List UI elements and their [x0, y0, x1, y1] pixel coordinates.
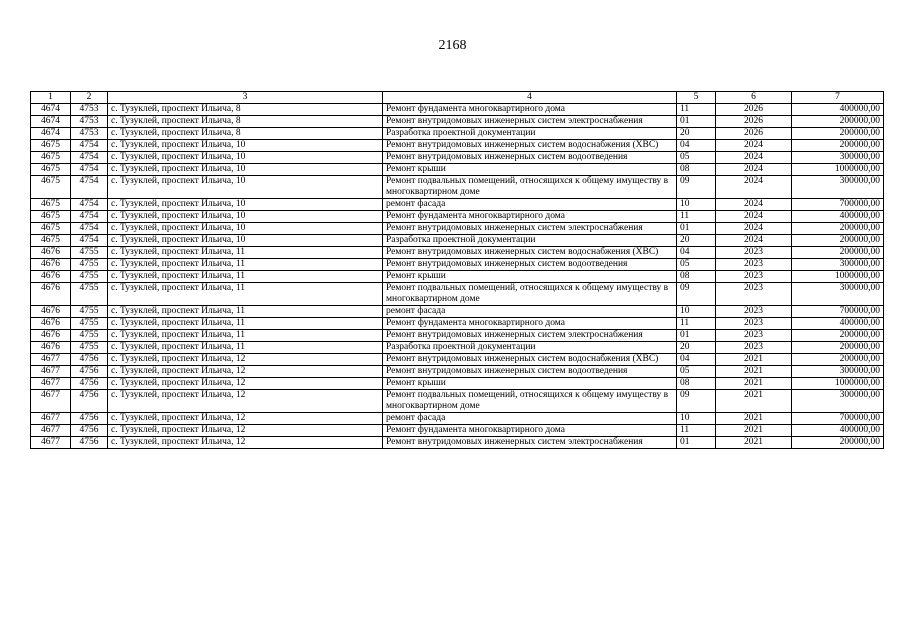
cell-work-type: Ремонт внутридомовых инженерных систем водоснабжения (ХВС): [383, 354, 677, 366]
cell-address: с. Тузуклей, проспект Ильича, 10: [108, 223, 383, 235]
cell-house-id: 4754: [71, 140, 108, 152]
cell-record-number: 4675: [31, 140, 71, 152]
table-row: [31, 199, 884, 211]
cell-cost: 200000,00: [792, 354, 884, 366]
cell-work-type: Ремонт внутридомовых инженерных систем электроснабжения: [383, 330, 677, 342]
cell-house-id: 4755: [71, 342, 108, 354]
cell-address: с. Тузуклей, проспект Ильича, 11: [108, 330, 383, 342]
cell-cost: 300000,00: [792, 259, 884, 271]
cell-year: 2021: [716, 366, 792, 378]
cell-work-code: 05: [677, 259, 716, 271]
cell-work-code: 10: [677, 306, 716, 318]
cell-work-type: ремонт фасада: [383, 413, 677, 425]
table-row: [31, 128, 884, 140]
cell-record-number: 4675: [31, 223, 71, 235]
cell-address: с. Тузуклей, проспект Ильича, 12: [108, 425, 383, 437]
cell-work-code: 01: [677, 330, 716, 342]
page-number: 2168: [438, 38, 467, 53]
table-row: [31, 342, 884, 354]
cell-year: 2021: [716, 425, 792, 437]
cell-house-id: 4753: [71, 128, 108, 140]
cell-work-type: Ремонт внутридомовых инженерных систем водоснабжения (ХВС): [383, 140, 677, 152]
cell-address: с. Тузуклей, проспект Ильича, 8: [108, 128, 383, 140]
cell-cost: 400000,00: [792, 318, 884, 330]
cell-record-number: 4677: [31, 378, 71, 390]
cell-address: с. Тузуклей, проспект Ильича, 11: [108, 247, 383, 259]
cell-work-type: Ремонт крыши: [383, 378, 677, 390]
cell-work-type: Разработка проектной документации: [383, 128, 677, 140]
cell-year: 2026: [716, 128, 792, 140]
cell-house-id: 4756: [71, 354, 108, 366]
cell-work-code: 05: [677, 366, 716, 378]
cell-record-number: 4675: [31, 164, 71, 176]
cell-year: 2026: [716, 116, 792, 128]
cell-year: 2024: [716, 140, 792, 152]
cell-year: 2021: [716, 437, 792, 449]
cell-record-number: 4674: [31, 104, 71, 116]
cell-work-code: 05: [677, 152, 716, 164]
column-header-3: 3: [108, 92, 383, 104]
cell-record-number: 4675: [31, 176, 71, 199]
cell-cost: 200000,00: [792, 437, 884, 449]
cell-house-id: 4754: [71, 211, 108, 223]
cell-address: с. Тузуклей, проспект Ильича, 12: [108, 378, 383, 390]
column-header-4: 4: [383, 92, 677, 104]
cell-work-type: Ремонт крыши: [383, 164, 677, 176]
cell-house-id: 4753: [71, 104, 108, 116]
cell-record-number: 4676: [31, 330, 71, 342]
cell-cost: 700000,00: [792, 306, 884, 318]
cell-address: с. Тузуклей, проспект Ильича, 12: [108, 390, 383, 413]
cell-cost: 200000,00: [792, 223, 884, 235]
cell-address: с. Тузуклей, проспект Ильича, 12: [108, 437, 383, 449]
table-body: [31, 104, 884, 449]
cell-address: с. Тузуклей, проспект Ильича, 11: [108, 283, 383, 306]
cell-house-id: 4754: [71, 235, 108, 247]
cell-record-number: 4676: [31, 247, 71, 259]
cell-year: 2023: [716, 306, 792, 318]
table-row: [31, 259, 884, 271]
table-row: [31, 330, 884, 342]
cell-work-type: Ремонт внутридомовых инженерных систем водоснабжения (ХВС): [383, 247, 677, 259]
cell-record-number: 4676: [31, 342, 71, 354]
cell-cost: 400000,00: [792, 211, 884, 223]
cell-cost: 200000,00: [792, 342, 884, 354]
cell-work-code: 20: [677, 235, 716, 247]
cell-work-code: 08: [677, 378, 716, 390]
cell-house-id: 4754: [71, 152, 108, 164]
cell-address: с. Тузуклей, проспект Ильича, 12: [108, 413, 383, 425]
cell-record-number: 4676: [31, 318, 71, 330]
table-row: [31, 247, 884, 259]
cell-record-number: 4677: [31, 366, 71, 378]
cell-work-type: Ремонт крыши: [383, 271, 677, 283]
cell-year: 2026: [716, 104, 792, 116]
cell-work-type: Ремонт внутридомовых инженерных систем электроснабжения: [383, 437, 677, 449]
cell-year: 2021: [716, 413, 792, 425]
table-row: [31, 366, 884, 378]
cell-year: 2024: [716, 235, 792, 247]
cell-house-id: 4755: [71, 271, 108, 283]
table-row: [31, 378, 884, 390]
cell-work-code: 20: [677, 342, 716, 354]
cell-work-code: 01: [677, 223, 716, 235]
cell-work-code: 08: [677, 271, 716, 283]
cell-work-code: 09: [677, 176, 716, 199]
cell-record-number: 4674: [31, 116, 71, 128]
cell-address: с. Тузуклей, проспект Ильича, 12: [108, 366, 383, 378]
cell-cost: 300000,00: [792, 152, 884, 164]
table-row: [31, 152, 884, 164]
cell-work-code: 20: [677, 128, 716, 140]
cell-cost: 200000,00: [792, 235, 884, 247]
cell-year: 2024: [716, 211, 792, 223]
cell-work-code: 01: [677, 116, 716, 128]
cell-cost: 200000,00: [792, 247, 884, 259]
cell-house-id: 4754: [71, 176, 108, 199]
column-header-5: 5: [677, 92, 716, 104]
cell-work-code: 11: [677, 104, 716, 116]
cell-year: 2024: [716, 164, 792, 176]
cell-record-number: 4677: [31, 390, 71, 413]
cell-house-id: 4756: [71, 390, 108, 413]
cell-year: 2023: [716, 342, 792, 354]
cell-work-type: Ремонт подвальных помещений, относящихся к общему имуществу в многоквартирном доме: [383, 283, 677, 306]
cell-work-type: Ремонт внутридомовых инженерных систем водоотведения: [383, 366, 677, 378]
cell-address: с. Тузуклей, проспект Ильича, 8: [108, 116, 383, 128]
cell-address: с. Тузуклей, проспект Ильича, 11: [108, 306, 383, 318]
cell-cost: 200000,00: [792, 116, 884, 128]
cell-address: с. Тузуклей, проспект Ильича, 12: [108, 354, 383, 366]
header-row: [31, 92, 884, 104]
table-row: [31, 425, 884, 437]
table-row: [31, 437, 884, 449]
cell-record-number: 4675: [31, 152, 71, 164]
cell-record-number: 4676: [31, 283, 71, 306]
cell-house-id: 4754: [71, 199, 108, 211]
table-row: [31, 318, 884, 330]
cell-cost: 300000,00: [792, 366, 884, 378]
cell-cost: 300000,00: [792, 283, 884, 306]
works-table: [30, 91, 884, 449]
cell-work-type: Ремонт подвальных помещений, относящихся к общему имуществу в многоквартирном доме: [383, 390, 677, 413]
cell-cost: 400000,00: [792, 104, 884, 116]
cell-address: с. Тузуклей, проспект Ильича, 10: [108, 199, 383, 211]
cell-house-id: 4754: [71, 223, 108, 235]
table-row: [31, 283, 884, 306]
table-row: [31, 164, 884, 176]
cell-record-number: 4677: [31, 437, 71, 449]
cell-record-number: 4676: [31, 259, 71, 271]
cell-work-code: 11: [677, 425, 716, 437]
cell-work-type: Ремонт внутридомовых инженерных систем водоотведения: [383, 152, 677, 164]
cell-house-id: 4756: [71, 378, 108, 390]
cell-address: с. Тузуклей, проспект Ильича, 10: [108, 176, 383, 199]
column-header-6: 6: [716, 92, 792, 104]
cell-cost: 300000,00: [792, 176, 884, 199]
table-row: [31, 211, 884, 223]
cell-work-code: 04: [677, 247, 716, 259]
cell-work-type: Разработка проектной документации: [383, 235, 677, 247]
cell-year: 2021: [716, 354, 792, 366]
cell-house-id: 4755: [71, 306, 108, 318]
cell-house-id: 4755: [71, 283, 108, 306]
cell-work-code: 04: [677, 354, 716, 366]
cell-cost: 1000000,00: [792, 164, 884, 176]
cell-house-id: 4755: [71, 259, 108, 271]
cell-year: 2024: [716, 176, 792, 199]
cell-work-code: 09: [677, 283, 716, 306]
cell-work-code: 01: [677, 437, 716, 449]
cell-work-type: Ремонт фундамента многоквартирного дома: [383, 104, 677, 116]
table-row: [31, 176, 884, 199]
table-header: [31, 92, 884, 104]
cell-address: с. Тузуклей, проспект Ильича, 10: [108, 164, 383, 176]
cell-year: 2023: [716, 330, 792, 342]
cell-record-number: 4675: [31, 211, 71, 223]
cell-record-number: 4675: [31, 199, 71, 211]
cell-house-id: 4755: [71, 318, 108, 330]
cell-work-code: 09: [677, 390, 716, 413]
column-header-2: 2: [71, 92, 108, 104]
cell-address: с. Тузуклей, проспект Ильича, 11: [108, 271, 383, 283]
cell-address: с. Тузуклей, проспект Ильича, 10: [108, 235, 383, 247]
cell-house-id: 4755: [71, 330, 108, 342]
table-row: [31, 306, 884, 318]
cell-cost: 300000,00: [792, 390, 884, 413]
cell-work-code: 08: [677, 164, 716, 176]
table-row: [31, 271, 884, 283]
cell-work-type: ремонт фасада: [383, 306, 677, 318]
cell-cost: 200000,00: [792, 330, 884, 342]
cell-address: с. Тузуклей, проспект Ильича, 11: [108, 318, 383, 330]
cell-house-id: 4754: [71, 164, 108, 176]
cell-address: с. Тузуклей, проспект Ильича, 10: [108, 152, 383, 164]
cell-address: с. Тузуклей, проспект Ильича, 8: [108, 104, 383, 116]
table-row: [31, 235, 884, 247]
cell-work-type: Ремонт подвальных помещений, относящихся к общему имуществу в многоквартирном доме: [383, 176, 677, 199]
cell-record-number: 4674: [31, 128, 71, 140]
cell-cost: 200000,00: [792, 140, 884, 152]
cell-work-type: Ремонт внутридомовых инженерных систем водоотведения: [383, 259, 677, 271]
cell-cost: 200000,00: [792, 128, 884, 140]
table-row: [31, 223, 884, 235]
cell-house-id: 4753: [71, 116, 108, 128]
cell-work-type: Разработка проектной документации: [383, 342, 677, 354]
cell-record-number: 4676: [31, 271, 71, 283]
cell-work-code: 04: [677, 140, 716, 152]
cell-work-type: Ремонт фундамента многоквартирного дома: [383, 425, 677, 437]
cell-work-type: Ремонт внутридомовых инженерных систем электроснабжения: [383, 223, 677, 235]
cell-cost: 1000000,00: [792, 378, 884, 390]
cell-year: 2023: [716, 271, 792, 283]
cell-record-number: 4677: [31, 413, 71, 425]
table-row: [31, 390, 884, 413]
cell-year: 2021: [716, 378, 792, 390]
cell-house-id: 4756: [71, 425, 108, 437]
table-row: [31, 116, 884, 128]
cell-house-id: 4756: [71, 437, 108, 449]
cell-work-type: Ремонт фундамента многоквартирного дома: [383, 211, 677, 223]
cell-address: с. Тузуклей, проспект Ильича, 11: [108, 259, 383, 271]
cell-year: 2023: [716, 259, 792, 271]
table-row: [31, 104, 884, 116]
cell-work-code: 11: [677, 211, 716, 223]
cell-year: 2024: [716, 223, 792, 235]
cell-house-id: 4756: [71, 366, 108, 378]
cell-year: 2024: [716, 199, 792, 211]
cell-address: с. Тузуклей, проспект Ильича, 10: [108, 211, 383, 223]
column-header-7: 7: [792, 92, 884, 104]
cell-record-number: 4677: [31, 354, 71, 366]
cell-work-type: Ремонт фундамента многоквартирного дома: [383, 318, 677, 330]
cell-cost: 700000,00: [792, 199, 884, 211]
cell-address: с. Тузуклей, проспект Ильича, 11: [108, 342, 383, 354]
cell-work-code: 10: [677, 413, 716, 425]
column-header-1: 1: [31, 92, 71, 104]
cell-address: с. Тузуклей, проспект Ильича, 10: [108, 140, 383, 152]
table-row: [31, 413, 884, 425]
cell-work-type: Ремонт внутридомовых инженерных систем электроснабжения: [383, 116, 677, 128]
cell-year: 2023: [716, 283, 792, 306]
cell-year: 2024: [716, 152, 792, 164]
cell-cost: 1000000,00: [792, 271, 884, 283]
cell-work-code: 11: [677, 318, 716, 330]
cell-work-code: 10: [677, 199, 716, 211]
cell-record-number: 4677: [31, 425, 71, 437]
table-row: [31, 140, 884, 152]
cell-house-id: 4755: [71, 247, 108, 259]
cell-house-id: 4756: [71, 413, 108, 425]
cell-year: 2023: [716, 318, 792, 330]
cell-year: 2021: [716, 390, 792, 413]
cell-record-number: 4675: [31, 235, 71, 247]
cell-cost: 700000,00: [792, 413, 884, 425]
cell-work-type: ремонт фасада: [383, 199, 677, 211]
cell-cost: 400000,00: [792, 425, 884, 437]
cell-year: 2023: [716, 247, 792, 259]
cell-record-number: 4676: [31, 306, 71, 318]
table-row: [31, 354, 884, 366]
